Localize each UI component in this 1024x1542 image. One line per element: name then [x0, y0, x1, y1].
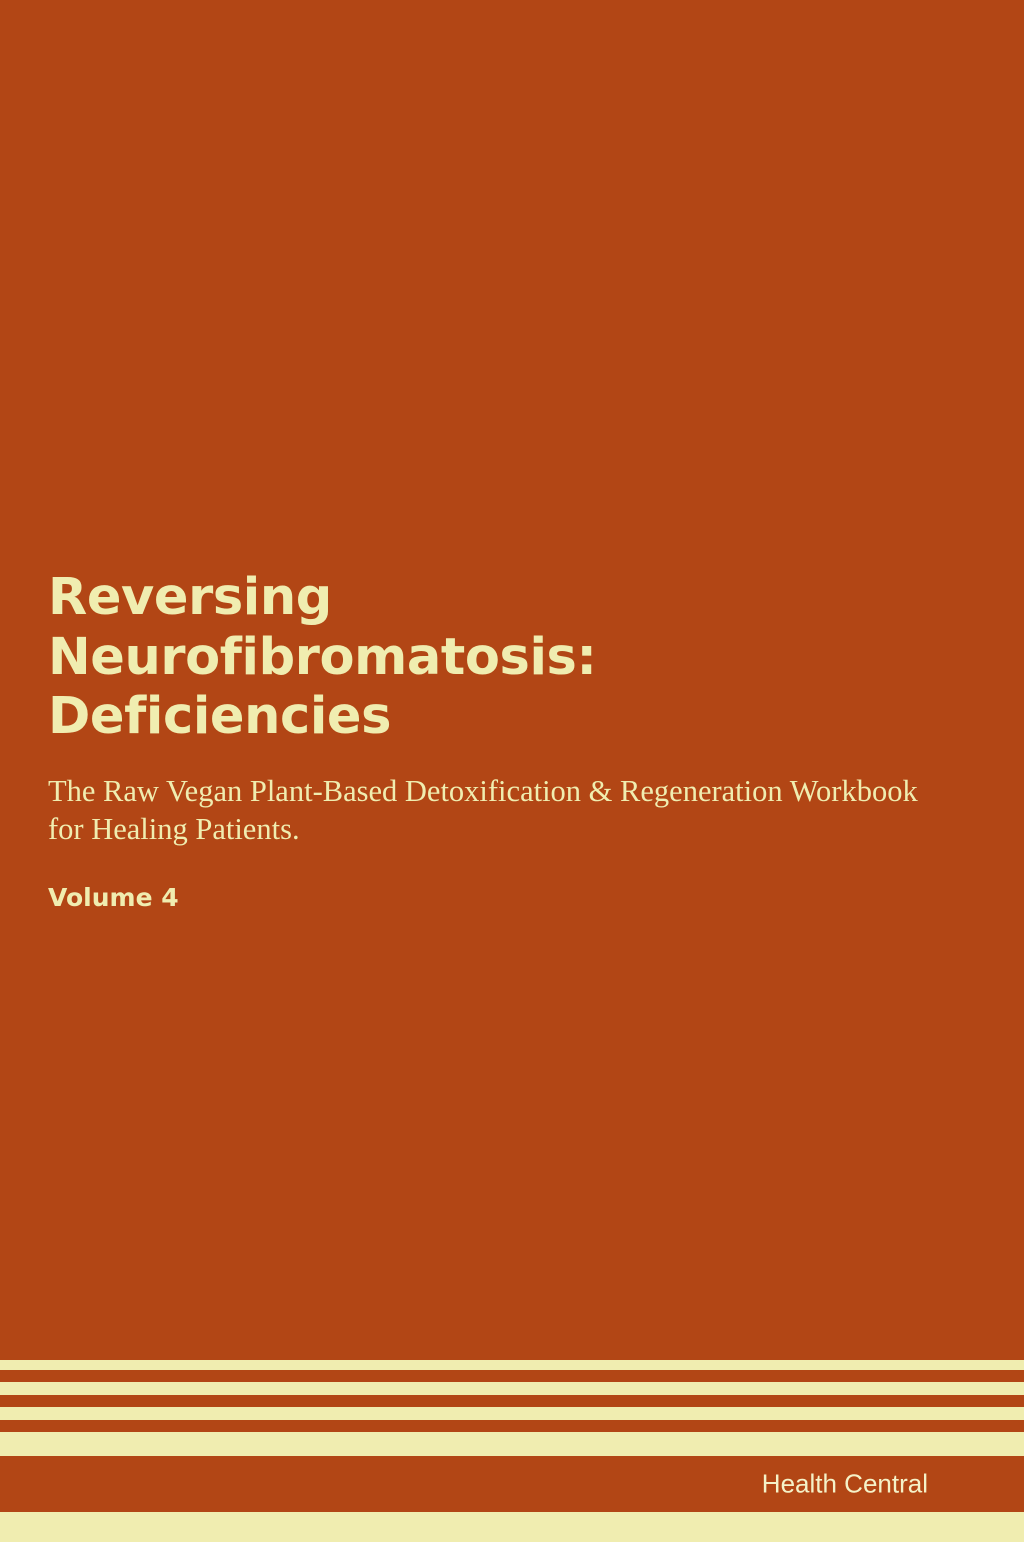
cover-subtitle: The Raw Vegan Plant-Based Detoxification & Regeneration Workbook for Healing Patients. — [48, 773, 918, 846]
cover-volume-label: Volume 4 — [48, 882, 179, 912]
band-cream-1 — [0, 1360, 1024, 1370]
band-rust-2 — [0, 1395, 1024, 1407]
band-rust-1 — [0, 1370, 1024, 1382]
band-cream-4 — [0, 1432, 1024, 1456]
band-rust-3 — [0, 1420, 1024, 1432]
band-cream-3 — [0, 1407, 1024, 1420]
page-title: Reversing Neurofibromatosis: Deficiencies — [48, 568, 597, 747]
cover-text-block — [48, 568, 938, 912]
cover-bottom-bands — [0, 1360, 1024, 1542]
band-cream-2 — [0, 1382, 1024, 1395]
band-cream-5 — [0, 1512, 1024, 1542]
publisher-band — [0, 1456, 1024, 1512]
publisher-name: Health Central — [761, 1468, 928, 1499]
